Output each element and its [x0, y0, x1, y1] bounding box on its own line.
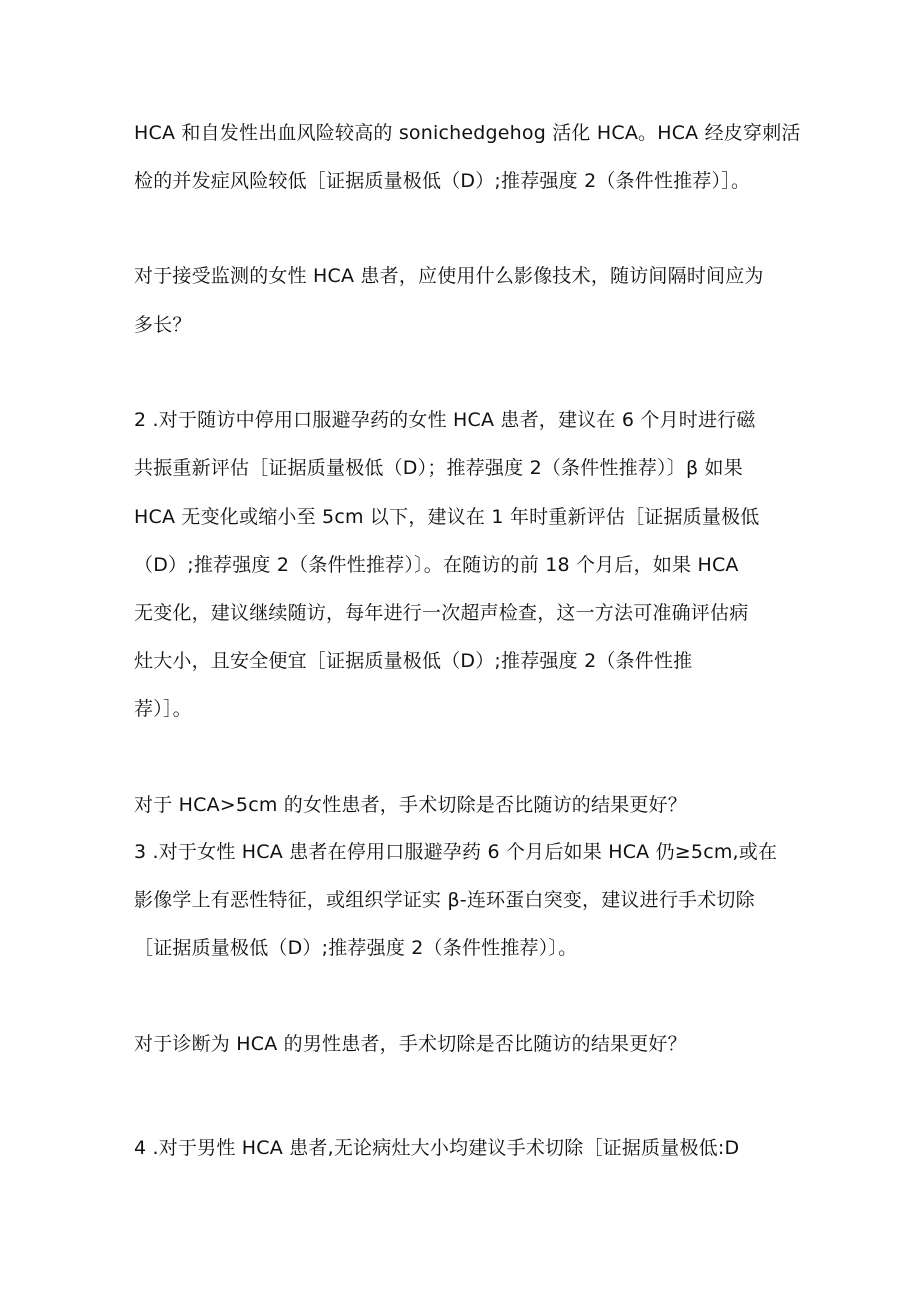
question-line: 对于诊断为 HCA 的男性患者，手术切除是否比随访的结果更好？ — [134, 1033, 687, 1055]
text-line: HCA 和自发性出血风险较高的 sonichedgehog 活化 HCA。HCA 经皮穿刺活 — [134, 122, 801, 144]
question-line: 对于接受监测的女性 HCA 患者，应使用什么影像技术，随访间隔时间应为 — [134, 265, 764, 287]
recommendation-line: 无变化，建议继续随访，每年进行一次超声检查，这一方法可准确评估病 — [134, 602, 749, 624]
recommendation-line: ［证据质量极低（D）;推荐强度 2（条件性推荐）〕。 — [134, 937, 578, 959]
recommendation-line: 共振重新评估［证据质量极低（D）；推荐强度 2（条件性推荐）〕β 如果 — [134, 457, 743, 479]
question-line: 多长？ — [134, 314, 192, 336]
recommendation-line: 灶大小，且安全便宜［证据质量极低（D）;推荐强度 2（条件性推 — [134, 650, 693, 672]
recommendation-line: 4 .对于男性 HCA 患者,无论病灶大小均建议手术切除［证据质量极低:D — [134, 1137, 740, 1159]
recommendation-line: 荐）］。 — [134, 698, 192, 720]
recommendation-line: 影像学上有恶性特征，或组织学证实 β-连环蛋白突变，建议进行手术切除 — [134, 889, 755, 911]
recommendation-line: （D）;推荐强度 2（条件性推荐）〕。在随访的前 18 个月后，如果 HCA — [134, 554, 739, 576]
recommendation-line: HCA 无变化或缩小至 5cm 以下，建议在 1 年时重新评估［证据质量极低 — [134, 506, 760, 528]
recommendation-line: 3 .对于女性 HCA 患者在停用口服避孕药 6 个月后如果 HCA 仍≥5cm,或在 — [134, 841, 778, 863]
text-line: 检的并发症风险较低［证据质量极低（D）;推荐强度 2（条件性推荐）］。 — [134, 170, 751, 192]
recommendation-line: 2 .对于随访中停用口服避孕药的女性 HCA 患者，建议在 6 个月时进行磁 — [134, 409, 756, 431]
question-line: 对于 HCA>5cm 的女性患者，手术切除是否比随访的结果更好？ — [134, 794, 687, 816]
